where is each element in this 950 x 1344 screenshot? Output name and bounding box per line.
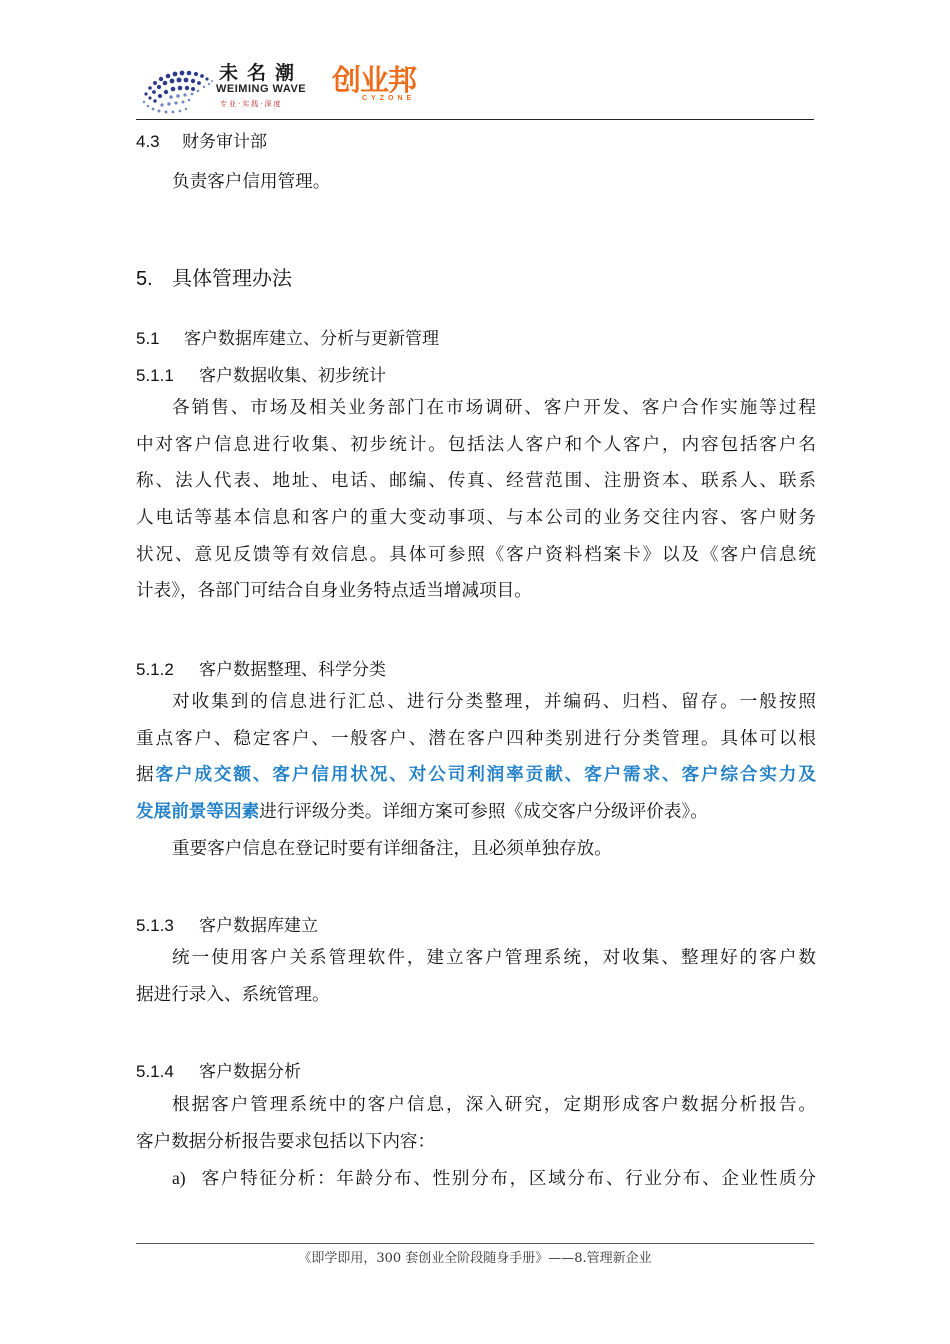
section-5-1-2-paragraph: [136, 684, 816, 867]
logo-slogan: 专业·实践·深度: [220, 100, 283, 108]
highlighted-text: 客户成交额、客户信用状况、对公司利润率贡献、客户需求、客户综合实力及: [155, 765, 816, 786]
section-number: 5.: [136, 268, 153, 290]
highlighted-text: 发展前景等因素: [136, 802, 260, 823]
list-item-text: 客户特征分析：年龄分布、性别分布，区域分布、行业分布、企业性质分: [200, 1169, 816, 1190]
section-number: 4.3: [136, 132, 160, 151]
section-title: 客户数据整理、科学分类: [199, 660, 386, 680]
section-5-1-heading: [136, 324, 439, 349]
section-5-1-1-heading: [136, 361, 386, 386]
text-run: 据: [136, 765, 156, 786]
section-5-1-4-heading: [136, 1057, 301, 1082]
paragraph-line: 客户数据分析报告要求包括以下内容：: [136, 1131, 436, 1152]
section-5-1-2-heading: [136, 655, 386, 680]
footer-divider: [136, 1243, 814, 1244]
wave-logo-icon: [136, 54, 216, 116]
section-4-3-body: 负责客户信用管理。: [172, 172, 331, 192]
paragraph-line: 状况、意见反馈等有效信息。具体可参照《客户资料档案卡》以及《客户信息统: [136, 544, 816, 565]
text-run: 进行评级分类。详细方案可参照《成交客户分级评价表》。: [259, 802, 708, 823]
header-divider: [136, 119, 814, 120]
paragraph-line: 计表》，各部门可结合自身业务特点适当增减项目。: [136, 581, 532, 602]
paragraph-line: 对收集到的信息进行汇总、进行分类整理，并编码、归档、留存。一般按照: [172, 692, 816, 712]
section-title: 客户数据库建立、分析与更新管理: [184, 329, 439, 349]
paragraph-line: 根据客户管理系统中的客户信息，深入研究，定期形成客户数据分析报告。: [172, 1095, 816, 1115]
paragraph-line-highlight: [136, 794, 816, 831]
section-title: 财务审计部: [182, 132, 267, 152]
section-number: 5.1.3: [136, 916, 174, 935]
list-item-a: [136, 1160, 816, 1197]
section-title: 客户数据库建立: [199, 916, 318, 936]
page-header: [136, 50, 814, 120]
logo-chinese-name: 未名潮: [219, 62, 304, 84]
section-number: 5.1.2: [136, 660, 174, 679]
paragraph-line: 据进行录入、系统管理。: [136, 984, 330, 1005]
paragraph-note: 重要客户信息在登记时要有详细备注，且必须单独存放。: [172, 838, 612, 859]
section-5-1-3-paragraph: [136, 940, 816, 1013]
section-number: 5.1: [136, 329, 160, 348]
list-item-label: a): [172, 1168, 186, 1189]
brand-logo-english: CYZONE: [362, 95, 416, 102]
paragraph-line: 重点客户、稳定客户、一般客户、潜在客户四种类别进行分类管理。具体可以根: [136, 728, 816, 749]
section-title: 客户数据收集、初步统计: [199, 366, 386, 386]
section-number: 5.1.4: [136, 1062, 174, 1081]
section-title: 具体管理办法: [172, 266, 292, 290]
paragraph-line-highlight: [136, 757, 816, 794]
section-number: 5.1.1: [136, 366, 174, 385]
paragraph-line: 人电话等基本信息和客户的重大变动事项、与本公司的业务交往内容、客户财务: [136, 508, 816, 529]
section-4-3-heading: [136, 127, 267, 152]
section-5-heading: [136, 262, 292, 291]
paragraph-line: 各销售、市场及相关业务部门在市场调研、客户开发、客户合作实施等过程: [172, 398, 816, 418]
section-5-1-4-paragraph: [136, 1087, 816, 1197]
section-5-1-1-paragraph: [136, 390, 816, 610]
paragraph-line: 中对客户信息进行收集、初步统计。包括法人客户和个人客户，内容包括客户名: [136, 434, 816, 455]
section-title: 客户数据分析: [199, 1062, 301, 1082]
logo-english-name: WEIMING WAVE: [216, 83, 307, 95]
page-footer: 《即学即用，300 套创业全阶段随身手册》——8.管理新企业: [298, 1251, 652, 1266]
brand-logo-chinese: 创业邦: [332, 63, 417, 97]
section-5-1-3-heading: [136, 911, 318, 936]
paragraph-line: 统一使用客户关系管理软件，建立客户管理系统，对收集、整理好的客户数: [172, 948, 816, 968]
paragraph-line: 称、法人代表、地址、电话、邮编、传真、经营范围、注册资本、联系人、联系: [136, 471, 816, 492]
